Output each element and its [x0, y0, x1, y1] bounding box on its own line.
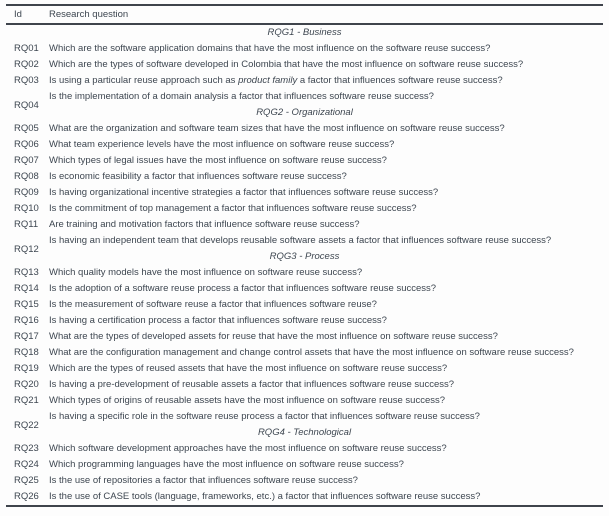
group-header: RQG3 - Process	[269, 251, 340, 262]
row-question: What are the configuration management and change control assets that have the most influence on software reuse success?	[49, 347, 574, 358]
table-row-with-group-header	[6, 233, 603, 265]
row-id: RQ01	[14, 43, 39, 54]
column-header-research-question: Research question	[49, 9, 129, 20]
row-question: Is the adoption of a software reuse process a factor that influences software reuse success?	[49, 283, 437, 294]
row-id: RQ08	[14, 171, 39, 182]
row-question: Is the use of CASE tools (language, frameworks, etc.) a factor that influences software reuse success?	[49, 491, 481, 502]
table-row	[6, 137, 603, 153]
row-question: Is having a specific role in the software reuse process a factor that influences software reuse success?	[49, 411, 480, 422]
table-row	[6, 393, 603, 409]
table-row	[6, 73, 603, 89]
row-id: RQ06	[14, 139, 39, 150]
row-id: RQ13	[14, 267, 39, 278]
row-id: RQ04	[14, 99, 39, 111]
table-row	[6, 473, 603, 489]
row-id: RQ19	[14, 363, 39, 374]
row-id: RQ02	[14, 59, 39, 70]
row-question: Are training and motivation factors that influence software reuse success?	[49, 219, 360, 230]
table-row	[6, 441, 603, 457]
table-row	[6, 489, 603, 505]
column-header-id: Id	[14, 9, 22, 20]
row-id: RQ23	[14, 443, 39, 454]
row-question: Is the use of repositories a factor that influences software reuse success?	[49, 475, 358, 486]
row-question: Is the measurement of software reuse a factor that influences software reuse?	[49, 299, 377, 310]
row-id: RQ14	[14, 283, 39, 294]
row-question: Which types of legal issues have the most influence on software reuse success?	[49, 155, 387, 166]
row-id: RQ17	[14, 331, 39, 342]
row-question: Is the implementation of a domain analysis a factor that influences software reuse success?	[49, 91, 434, 102]
table-bottom-rule	[6, 505, 603, 507]
row-id: RQ25	[14, 475, 39, 486]
row-id: RQ10	[14, 203, 39, 214]
table-row	[6, 281, 603, 297]
table-row-with-group-header	[6, 89, 603, 121]
row-id: RQ24	[14, 459, 39, 470]
research-questions-table	[6, 4, 603, 507]
row-id: RQ09	[14, 187, 39, 198]
table-row	[6, 313, 603, 329]
row-id: RQ15	[14, 299, 39, 310]
row-question: Is using a particular reuse approach such as product family a factor that influences software reuse success?	[49, 75, 503, 86]
row-question: Which are the types of reused assets that have the most influence on software reuse success?	[49, 363, 448, 374]
row-question: Is having organizational incentive strategies a factor that influences software reuse success?	[49, 187, 439, 198]
table-row	[6, 57, 603, 73]
table-header-row	[6, 6, 603, 23]
row-id: RQ18	[14, 347, 39, 358]
table-row	[6, 377, 603, 393]
row-question: Is having an independent team that develops reusable software assets a factor that influences software reuse success?	[49, 235, 552, 246]
group-header: RQG1 - Business	[267, 27, 342, 38]
table-row	[6, 329, 603, 345]
row-id: RQ03	[14, 75, 39, 86]
group-header: RQG2 - Organizational	[256, 107, 353, 118]
row-question: Is having a pre-development of reusable assets a factor that influences software reuse success?	[49, 379, 455, 390]
table-row	[6, 361, 603, 377]
row-question: What are the types of developed assets for reuse that have the most influence on software reuse success?	[49, 331, 498, 342]
table-row	[6, 185, 603, 201]
table-row	[6, 153, 603, 169]
table-row	[6, 217, 603, 233]
table-row	[6, 169, 603, 185]
row-question: Which types of origins of reusable assets have the most influence on software reuse success?	[49, 395, 446, 406]
row-question: Is economic feasibility a factor that influences software reuse success?	[49, 171, 347, 182]
table-row	[6, 201, 603, 217]
table-row	[6, 265, 603, 281]
row-question: Is having a certification process a factor that influences software reuse success?	[49, 315, 387, 326]
row-id: RQ07	[14, 155, 39, 166]
table-body	[6, 25, 603, 505]
row-question: What team experience levels have the most influence on software reuse success?	[49, 139, 395, 150]
table-row	[6, 457, 603, 473]
row-id: RQ21	[14, 395, 39, 406]
row-question: Which are the software application domains that have the most influence on the software reuse success?	[49, 43, 491, 54]
group-header: RQG4 - Technological	[257, 427, 352, 438]
row-question: Which are the types of software developed in Colombia that have the most influence on software reuse success?	[49, 59, 524, 70]
row-question: Which programming languages have the most influence on software reuse success?	[49, 459, 404, 470]
row-id: RQ16	[14, 315, 39, 326]
row-id: RQ05	[14, 123, 39, 134]
row-question: Is the commitment of top management a factor that influences software reuse success?	[49, 203, 417, 214]
row-id: RQ22	[14, 419, 39, 431]
row-question: Which quality models have the most influence on software reuse success?	[49, 267, 363, 278]
row-id: RQ26	[14, 491, 39, 502]
row-id: RQ11	[14, 219, 39, 230]
table-row-with-group-header	[6, 409, 603, 441]
row-question: What are the organization and software team sizes that have the most influence on software reuse success?	[49, 123, 505, 134]
row-question: Which software development approaches have the most influence on software reuse success?	[49, 443, 447, 454]
row-id: RQ12	[14, 243, 39, 255]
table-row	[6, 121, 603, 137]
table-row	[6, 297, 603, 313]
row-id: RQ20	[14, 379, 39, 390]
table-row	[6, 41, 603, 57]
table-row	[6, 345, 603, 361]
